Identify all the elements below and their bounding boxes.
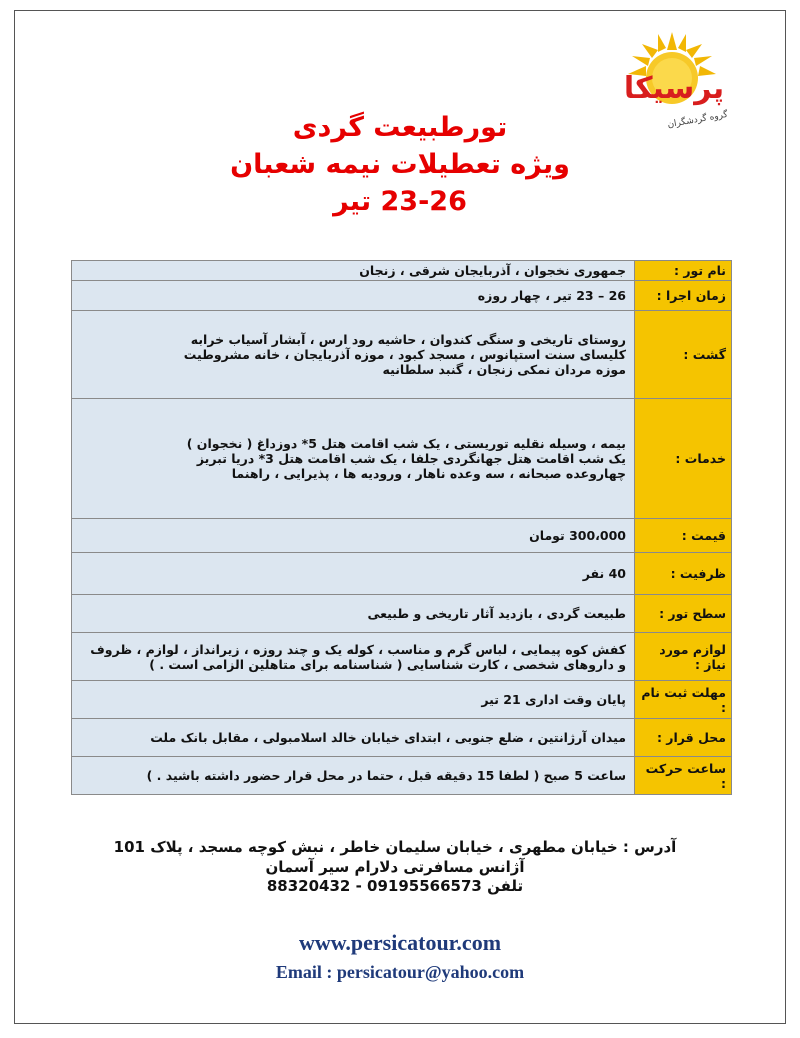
info-row-label: خدمات :: [635, 399, 732, 519]
tour-title-block: [120, 110, 680, 220]
info-row-value: [72, 519, 635, 553]
info-value-line: روستای تاریخی و سنگی کندوان ، حاشیه رود ارس ، آبشار آسیاب خرابه: [190, 332, 626, 347]
info-value-line: کلیسای سنت استپانوس ، مسجد کبود ، موزه آذربایجان ، خانه مشروطیت: [183, 347, 626, 362]
website-link[interactable]: www.persicatour.com: [298, 930, 502, 955]
info-row: [72, 261, 732, 281]
info-row-value: [72, 757, 635, 795]
info-row-label: زمان اجرا :: [635, 281, 732, 311]
info-row-label: قیمت :: [635, 519, 732, 553]
info-value-line: طبیعت گردی ، بازدید آثار تاریخی و طبیعی: [367, 606, 626, 621]
info-row: [72, 595, 732, 633]
info-value-line: 26 – 23 تیر ، چهار روزه: [477, 288, 626, 303]
info-value-line: جمهوری نخجوان ، آذربایجان شرقی ، زنجان: [359, 263, 626, 278]
info-row-value: [72, 595, 635, 633]
info-value-line: ساعت 5 صبح ( لطفا 15 دقیقه قبل ، حتما در محل قرار حضور داشته باشید . ): [146, 768, 626, 783]
info-row: [72, 399, 732, 519]
info-row-label: لوازم مورد نیاز :: [635, 633, 732, 681]
svg-text:پرسیکا: پرسیکا: [623, 71, 725, 106]
info-row: [72, 719, 732, 757]
info-row: [72, 633, 732, 681]
info-value-line: 300،000 تومان: [529, 528, 626, 543]
tour-info-table: [71, 260, 732, 795]
svg-text:گروه گردشگران: گروه گردشگران: [666, 109, 729, 131]
agency-name: آژانس مسافرتی دلارام سیر آسمان: [265, 858, 525, 876]
title-line-2: ویژه تعطیلات نیمه شعبان: [230, 149, 570, 180]
info-row-label: مهلت ثبت نام :: [635, 681, 732, 719]
info-row-label: ظرفیت :: [635, 553, 732, 595]
info-value-line: 40 نفر: [582, 566, 626, 581]
info-row: [72, 519, 732, 553]
info-row-label: گشت :: [635, 311, 732, 399]
email-link[interactable]: Email : persicatour@yahoo.com: [275, 962, 525, 982]
info-row: [72, 681, 732, 719]
info-value-line: یک شب اقامت هتل جهانگردی جلفا ، یک شب اقامت هتل 3* دریا تبریز: [196, 451, 626, 466]
title-dates: 23-26 تیر: [333, 186, 467, 217]
info-row-label: ساعت حرکت :: [635, 757, 732, 795]
info-value-line: پایان وقت اداری 21 تیر: [481, 692, 626, 707]
info-row-label: سطح تور :: [635, 595, 732, 633]
info-value-line: موزه مردان نمکی زنجان ، گنبد سلطانیه: [382, 362, 626, 377]
info-row-value: [72, 399, 635, 519]
info-value-line: میدان آرژانتین ، ضلع جنوبی ، ابتدای خیابان خالد اسلامبولی ، مقابل بانک ملت: [150, 730, 626, 745]
info-value-line: بیمه ، وسیله نقلیه توریستی ، یک شب اقامت هتل 5* دوزداغ ( نخجوان ): [186, 436, 626, 451]
phone-numbers: تلفن 09195566573 - 88320432: [266, 877, 524, 895]
info-row: [72, 553, 732, 595]
title-line-1: تورطبیعت گردی: [292, 112, 508, 143]
info-row-value: [72, 681, 635, 719]
info-row-value: [72, 553, 635, 595]
info-row-value: [72, 719, 635, 757]
info-row-label: محل قرار :: [635, 719, 732, 757]
info-value-line: کفش کوه پیمایی ، لباس گرم و مناسب ، کوله یک و چند روزه ، زیرانداز ، لوازم ، ظروف و داروهای شخصی ، کارت شناسایی ( شناسنامه برای متاهلین الزامی است . ): [90, 641, 626, 672]
contact-footer: [40, 838, 750, 896]
info-row-value: [72, 633, 635, 681]
info-row-value: [72, 311, 635, 399]
info-row-label: نام تور :: [635, 261, 732, 281]
info-row-value: [72, 261, 635, 281]
address-text: آدرس : خیابان مطهری ، خیابان سلیمان خاطر ، نبش کوچه مسجد ، پلاک 101: [113, 838, 677, 856]
info-value-line: چهاروعده صبحانه ، سه وعده ناهار ، ورودیه ها ، پذیرایی ، راهنما: [231, 466, 626, 481]
info-row: [72, 311, 732, 399]
info-row: [72, 281, 732, 311]
info-row: [72, 757, 732, 795]
info-row-value: [72, 281, 635, 311]
